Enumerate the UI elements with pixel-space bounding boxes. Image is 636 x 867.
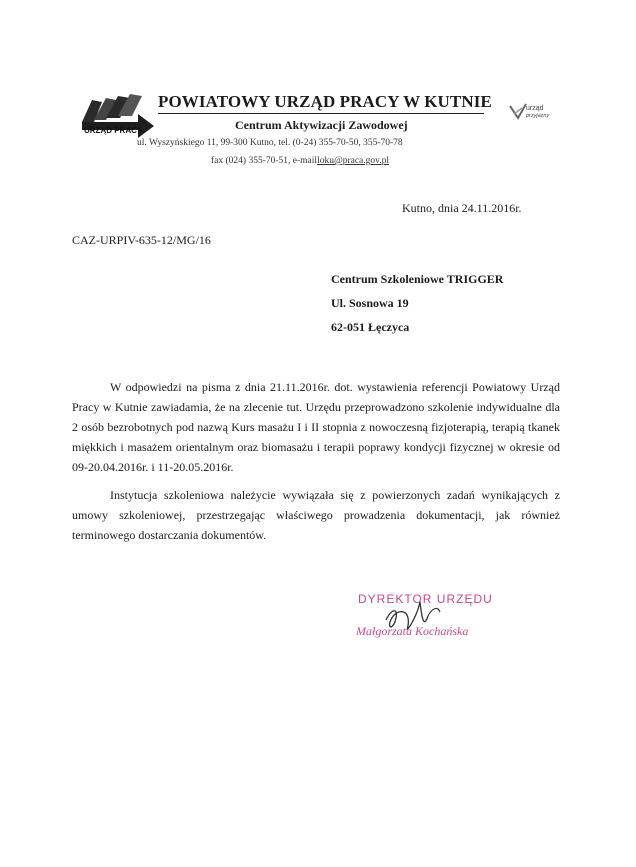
header-divider [158, 113, 484, 114]
director-stamp-name: Małgorzata Kochańska [356, 624, 469, 638]
body-paragraph: W odpowiedzi na pisma z dnia 21.11.2016r. dot. wystawienia referencji Powiatowy Urząd Pracy w Kutnie zawiadamia, że na zlecenie tut. Urzędu przeprowadzono szkolenie indywidualne dla 2 osób bezrobotnych pod nazwą Kurs masażu I i II stopnia z nowoczesną fizjoterapią, terapią tkanek miękkich i masażem orientalnym oraz biomasażu i terapii poprawy kondycji fizycznej w okresie od 09-20.04.2016r. i 11-20.05.2016r. [72, 380, 560, 474]
body-paragraph: Instytucja szkoleniowa należycie wywiązała się z powierzonych zadań wynikających z umowy szkoleniowej, przestrzegając właściwego prowadzenia dokumentacji, jak również terminowego dostarczania dokumentów. [72, 488, 560, 542]
logo-caption: URZĄD PRACY [84, 126, 143, 135]
right-logo-subtext: przyjazny [526, 113, 550, 119]
director-stamp-title: DYREKTOR URZĘDU [358, 592, 493, 606]
address-line: ul. Wyszyńskiego 11, 99-300 Kutno, tel. (0-24) 355-70-50, 355-70-78 [137, 138, 403, 148]
organization-name: POWIATOWY URZĄD PRACY W KUTNIE [158, 92, 492, 111]
recipient-name: Centrum Szkoleniowe TRIGGER [331, 272, 504, 286]
recipient-street: Ul. Sosnowa 19 [331, 296, 409, 310]
recipient-city: 62-051 Łęczyca [331, 320, 410, 334]
center-name: Centrum Aktywizacji Zawodowej [235, 118, 408, 132]
fax-label: fax (024) 355-70-51, e-mail [211, 156, 318, 166]
fax-email-line [211, 156, 389, 166]
email-link[interactable]: loku@praca.gov.pl [317, 156, 390, 166]
reference-number: CAZ-URPIV-635-12/MG/16 [72, 233, 211, 247]
letter-date: Kutno, dnia 24.11.2016r. [402, 201, 522, 215]
urzad-przyjazny-icon [508, 100, 548, 124]
urzad-pracy-logo [78, 92, 156, 144]
right-logo-text: urząd [526, 105, 544, 112]
